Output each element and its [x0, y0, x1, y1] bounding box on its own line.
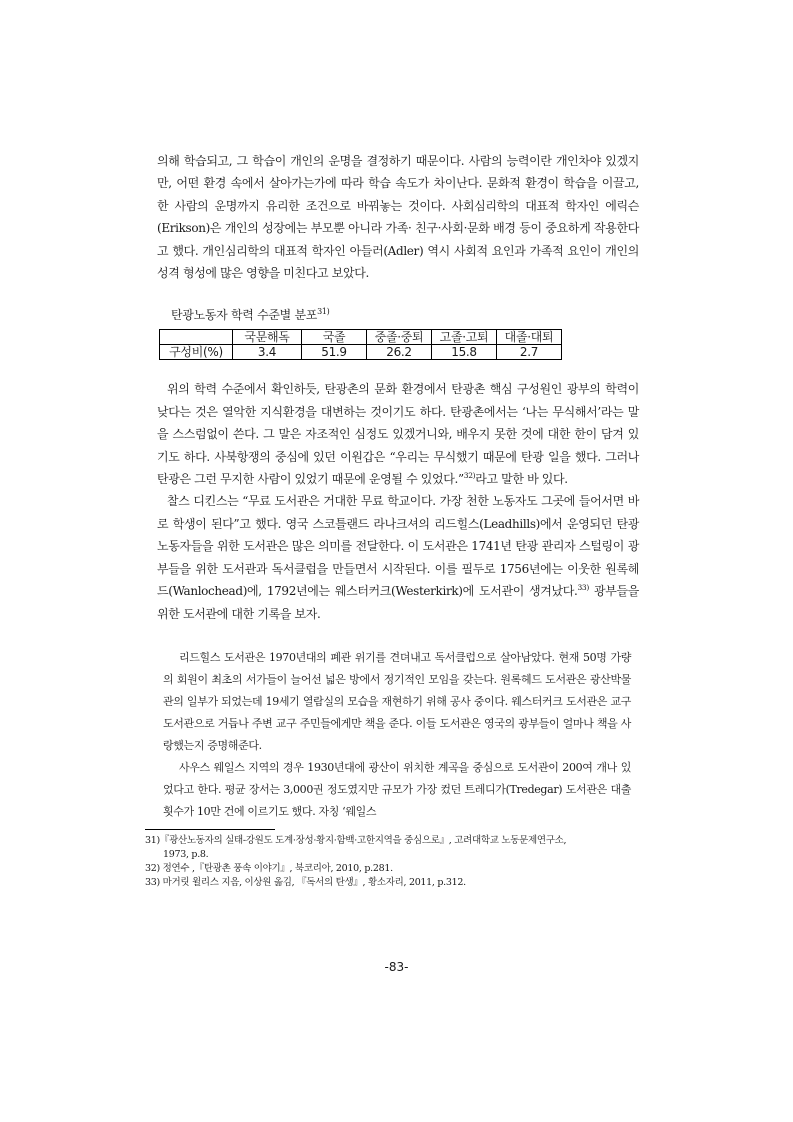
paragraph-2-text: 위의 학력 수준에서 확인하듯, 탄광촌의 문화 환경에서 탄광촌 핵심 구성원인 광부의 학력이 낮다는 것은 열악한 지식환경을 대변하는 것이기도 하다. 탄광촌에서는 ‘나는 무식해서’라는 말을 스스럼없이 쓴다. 그 말은 자조적인 심정도 있겠거니와, 배우지 못한 것에 대한 한이 담겨 있기도 하다. 사북항쟁의 중심에 있던 이원갑은 “우리는 무식했기 때문에 탄광 일을 했다. 그러나 탄광은 그런 무지한 사람이 있었기 때문에 운영될 수 있었다.”	[157, 382, 639, 487]
table-row-label: 구성비(%)	[160, 345, 233, 360]
quote-paragraph-2: 사우스 웨일스 지역의 경우 1930년대에 광산이 위치한 계곡을 중심으로 도서관이 200여 개나 있었다고 한다. 평균 장서는 3,000권 정도였지만 규모가 가장 컸던 트레디가(Tredegar) 도서관은 대출횟수가 10만 건에 이르기도 했다. 자칭 ‘웨일스	[163, 760, 631, 818]
table-header-cell: 대졸·대퇴	[497, 330, 562, 345]
footnote-31-continued: 1973, p.8.	[163, 848, 209, 860]
education-level-table	[159, 329, 562, 360]
table-cell: 2.7	[497, 345, 562, 360]
paragraph-2-tail: 라고 말한 바 있다.	[475, 472, 568, 487]
table-header-cell: 국졸	[302, 330, 367, 345]
table-cell: 3.4	[233, 345, 302, 360]
block-quote	[157, 647, 639, 823]
body-paragraph-1: 의해 학습되고, 그 학습이 개인의 운명을 결정하기 때문이다. 사람의 능력이란 개인차야 있겠지만, 어떤 환경 속에서 살아가는가에 따라 학습 속도가 차이난다. 문화적 환경이 학습을 이끌고, 한 사람의 운명까지 유리한 조건으로 바꿔놓는 것이다. 사회심리학의 대표적 학자인 에릭슨(Erikson)은 개인의 성장에는 부모뿐 아니라 가족· 친구·사회·문화 배경 등이 중요하게 작용한다고 했다. 개인심리학의 대표적 학자인 아들러(Adler) 역시 사회적 요인과 가족적 요인이 개인의 성격 형성에 많은 영향을 미친다고 보았다.	[157, 154, 639, 281]
table-header-cell: 중졸·중퇴	[367, 330, 432, 345]
body-paragraph-3	[157, 490, 639, 624]
table-header-cell	[160, 330, 233, 345]
table-row	[160, 345, 562, 360]
table-cell: 51.9	[302, 345, 367, 360]
footnote-31: 31)『광산노동자의 실태-강원도 도계·장성·황지·함백·고한지역을 중심으로』, 고려대학교 노동문제연구소,	[145, 834, 567, 846]
table-header-row	[160, 330, 562, 345]
footnote-33: 33) 마거릿 윌리스 지음, 이상원 옮김, 『독서의 탄생』, 황소자리, 2011, p.312.	[145, 876, 466, 888]
footnote-ref-33: 33)	[577, 583, 589, 593]
table-header-cell: 국문해독	[233, 330, 302, 345]
body-paragraph-2	[157, 378, 639, 490]
page-content	[145, 150, 639, 890]
table-header-cell: 고졸·고퇴	[432, 330, 497, 345]
table-cell: 15.8	[432, 345, 497, 360]
paragraph-3-tail: 광부들을 위한 도서관에 대한 기록을 보자.	[157, 584, 639, 621]
paragraph-3-text: 찰스 디킨스는 “무료 도서관은 거대한 무료 학교이다. 가장 천한 노동자도 그곳에 들어서면 바로 학생이 된다”고 했다. 영국 스코틀랜드 라나크셔의 리드힐스(Leadhills)에서 운영되던 탄광노동자들을 위한 도서관은 많은 의미를 전달한다. 이 도서관은 1741년 탄광 관리자 스털링이 광부들을 위한 도서관과 독서클럽을 만들면서 시작된다. 이를 필두로 1756년에는 이웃한 원록헤드(Wanlochead)에, 1792년에는 웨스터커크(Westerkirk)에 도서관이 생겨났다.	[157, 494, 639, 599]
page-number: -83-	[384, 960, 409, 974]
quote-paragraph-1: 리드힐스 도서관은 1970년대의 폐관 위기를 견뎌내고 독서클럽으로 살아남았다. 현재 50명 가량의 회원이 최초의 서가들이 늘어선 넓은 방에서 정기적인 모임을 갖는다. 원록헤드 도서관은 광산박물관의 일부가 되었는데 19세기 열람실의 모습을 재현하기 위해 공사 중이다. 웨스터커크 도서관은 교구 도서관으로 거듭나 주변 교구 주민들에게만 책을 준다. 이들 도서관은 영국의 광부들이 얼마나 책을 사랑했는지 증명해준다.	[163, 650, 631, 752]
table-caption-text: 탄광노동자 학력 수준별 분포	[171, 308, 318, 323]
table-cell: 26.2	[367, 345, 432, 360]
footnote-divider	[145, 829, 275, 830]
table-caption-footnote-ref: 31)	[317, 307, 330, 317]
footnote-32: 32) 정연수 ,『탄광촌 풍속 이야기』, 북코리아, 2010, p.281.	[145, 862, 393, 874]
footnote-ref-32: 32)	[463, 471, 476, 481]
footnotes	[145, 834, 639, 890]
table-caption	[171, 306, 639, 323]
